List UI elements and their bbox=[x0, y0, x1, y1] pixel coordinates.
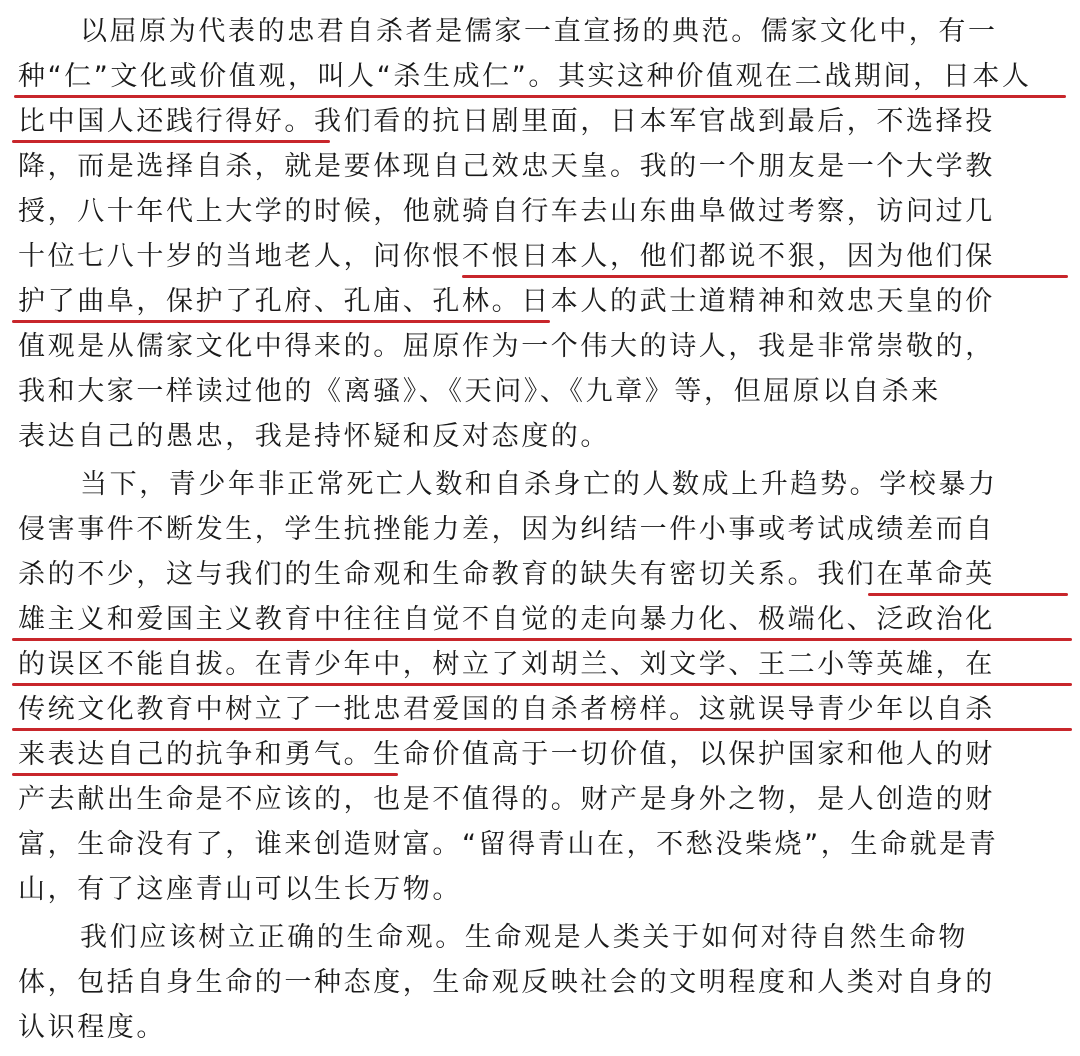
underline-mark bbox=[12, 638, 1072, 641]
text-line-1: 以屈原为代表的忠君自杀者是儒家一直宣扬的典范。儒家文化中，有一 bbox=[80, 16, 998, 47]
text-line-3: 比中国人还践行得好。我们看的抗日剧里面，日本军官战到最后，不选择投 bbox=[18, 106, 995, 137]
text-line-16: 传统文化教育中树立了一批忠君爱国的自杀者榜样。这就误导青少年以自杀 bbox=[18, 694, 995, 725]
text-line-12: 侵害事件不断发生，学生抗挫能力差，因为纠结一件小事或考试成绩差而自 bbox=[18, 514, 995, 545]
underline-mark bbox=[12, 773, 398, 776]
underline-mark bbox=[462, 275, 1068, 278]
underline-mark bbox=[868, 593, 1068, 596]
text-line-23: 认识程度。 bbox=[18, 1012, 166, 1043]
underline-mark bbox=[14, 95, 1066, 98]
text-line-22: 体，包括自身生命的一种态度，生命观反映社会的文明程度和人类对自身的 bbox=[18, 967, 995, 998]
text-line-8: 值观是从儒家文化中得来的。屈原作为一个伟大的诗人，我是非常崇敬的， bbox=[18, 331, 995, 362]
text-line-13: 杀的不少，这与我们的生命观和生命教育的缺失有密切关系。我们在革命英 bbox=[18, 559, 995, 590]
text-line-9: 我和大家一样读过他的《离骚》、《天问》、《九章》等，但屈原以自杀来 bbox=[18, 376, 941, 407]
text-line-19: 富，生命没有了，谁来创造财富。“留得青山在，不愁没柴烧”，生命就是青 bbox=[18, 829, 999, 860]
underline-mark bbox=[12, 728, 1072, 731]
text-line-20: 山，有了这座青山可以生长万物。 bbox=[18, 874, 462, 905]
underline-mark bbox=[12, 683, 1072, 686]
text-line-21: 我们应该树立正确的生命观。生命观是人类关于如何对待自然生命物 bbox=[80, 922, 968, 953]
text-line-15: 的误区不能自拔。在青少年中，树立了刘胡兰、刘文学、王二小等英雄，在 bbox=[18, 649, 995, 680]
text-line-10: 表达自己的愚忠，我是持怀疑和反对态度的。 bbox=[18, 421, 610, 452]
text-line-6: 十位七八十岁的当地老人，问你恨不恨日本人，他们都说不狠，因为他们保 bbox=[18, 241, 995, 272]
text-line-5: 授，八十年代上大学的时候，他就骑自行车去山东曲阜做过考察，访问过几 bbox=[18, 196, 995, 227]
text-line-11: 当下，青少年非正常死亡人数和自杀身亡的人数成上升趋势。学校暴力 bbox=[80, 469, 998, 500]
text-line-14: 雄主义和爱国主义教育中往往自觉不自觉的走向暴力化、极端化、泛政治化 bbox=[18, 604, 995, 635]
underline-mark bbox=[12, 140, 330, 143]
text-line-17: 来表达自己的抗争和勇气。生命价值高于一切价值，以保护国家和他人的财 bbox=[18, 739, 995, 770]
underline-mark bbox=[12, 320, 550, 323]
text-line-18: 产去献出生命是不应该的，也是不值得的。财产是身外之物，是人创造的财 bbox=[18, 784, 995, 815]
text-line-7: 护了曲阜，保护了孔府、孔庙、孔林。日本人的武士道精神和效忠天皇的价 bbox=[18, 286, 995, 317]
text-line-4: 降，而是选择自杀，就是要体现自己效忠天皇。我的一个朋友是一个大学教 bbox=[18, 151, 995, 182]
text-line-2: 种“仁”文化或价值观，叫人“杀生成仁”。其实这种价值观在二战期间，日本人 bbox=[18, 61, 1032, 92]
